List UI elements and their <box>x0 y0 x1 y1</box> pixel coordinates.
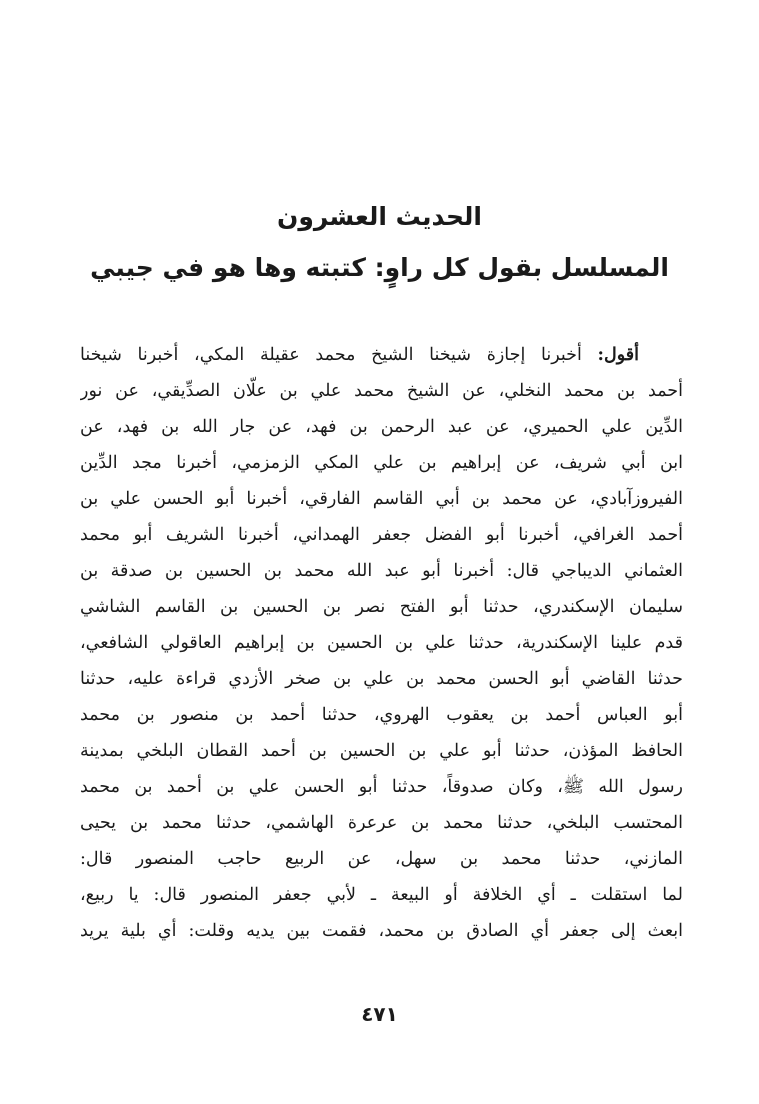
text-line: الدِّين علي الحميري، عن عبد الرحمن بن فهد، عن جار الله بن فهد، عن <box>80 417 683 437</box>
text-line: رسول الله ﷺ، وكان صدوقاً، حدثنا أبو الحسن علي بن أحمد بن محمد <box>80 777 683 797</box>
text-line: لما استقلت ـ أي الخلافة أو البيعة ـ لأبي جعفر المنصور قال: يا ربيع، <box>80 885 683 905</box>
text-line: الحافظ المؤذن، حدثنا أبو علي بن الحسين بن أحمد القطان البلخي بمدينة <box>80 741 683 761</box>
text-line-content: أخبرنا إجازة شيخنا الشيخ محمد عقيلة المكي، أخبرنا شيخنا <box>80 345 582 365</box>
text-line: المحتسب البلخي، حدثنا محمد بن عرعرة الهاشمي، حدثنا محمد بن يحيى <box>80 813 683 833</box>
text-line: ابن أبي شريف، عن إبراهيم بن علي المكي الزمزمي، أخبرنا مجد الدِّين <box>80 453 683 473</box>
chapter-subtitle: المسلسل بقول كل راوٍ: كتبته وها هو في جيبي <box>90 253 669 282</box>
page-number: ٤٧١ <box>361 1002 398 1026</box>
text-line: العثماني الديباجي قال: أخبرنا أبو عبد الله محمد بن الحسين بن صدقة بن <box>80 561 683 581</box>
text-line: قدم علينا الإسكندرية، حدثنا علي بن الحسين بن إبراهيم العاقولي الشافعي، <box>80 633 683 653</box>
text-line: ابعث إلى جعفر أي الصادق بن محمد، فقمت بين يديه وقلت: أي بلية يريد <box>80 921 683 941</box>
text-line: أحمد بن محمد النخلي، عن الشيخ محمد علي بن علّان الصدِّيقي، عن نور <box>80 381 683 401</box>
text-line: أبو العباس أحمد بن يعقوب الهروي، حدثنا أحمد بن منصور بن محمد <box>80 705 683 725</box>
text-line: أحمد الغرافي، أخبرنا أبو الفضل جعفر الهمداني، أخبرنا الشريف أبو محمد <box>80 525 683 545</box>
body-paragraph <box>80 337 683 949</box>
text-line: المازني، حدثنا محمد بن سهل، عن الربيع حاجب المنصور قال: <box>80 849 683 869</box>
text-line <box>80 337 683 373</box>
text-line: حدثنا القاضي أبو الحسن محمد بن علي بن صخر الأزدي قراءة عليه، حدثنا <box>80 669 683 689</box>
lead-word: أقول: <box>597 345 639 365</box>
text-line: سليمان الإسكندري، حدثنا أبو الفتح نصر بن الحسين بن القاسم الشاشي <box>80 597 683 617</box>
text-line: الفيروزآبادي، عن محمد بن أبي القاسم الفارقي، أخبرنا أبو الحسن علي بن <box>80 489 683 509</box>
chapter-title: الحديث العشرون <box>277 202 482 231</box>
